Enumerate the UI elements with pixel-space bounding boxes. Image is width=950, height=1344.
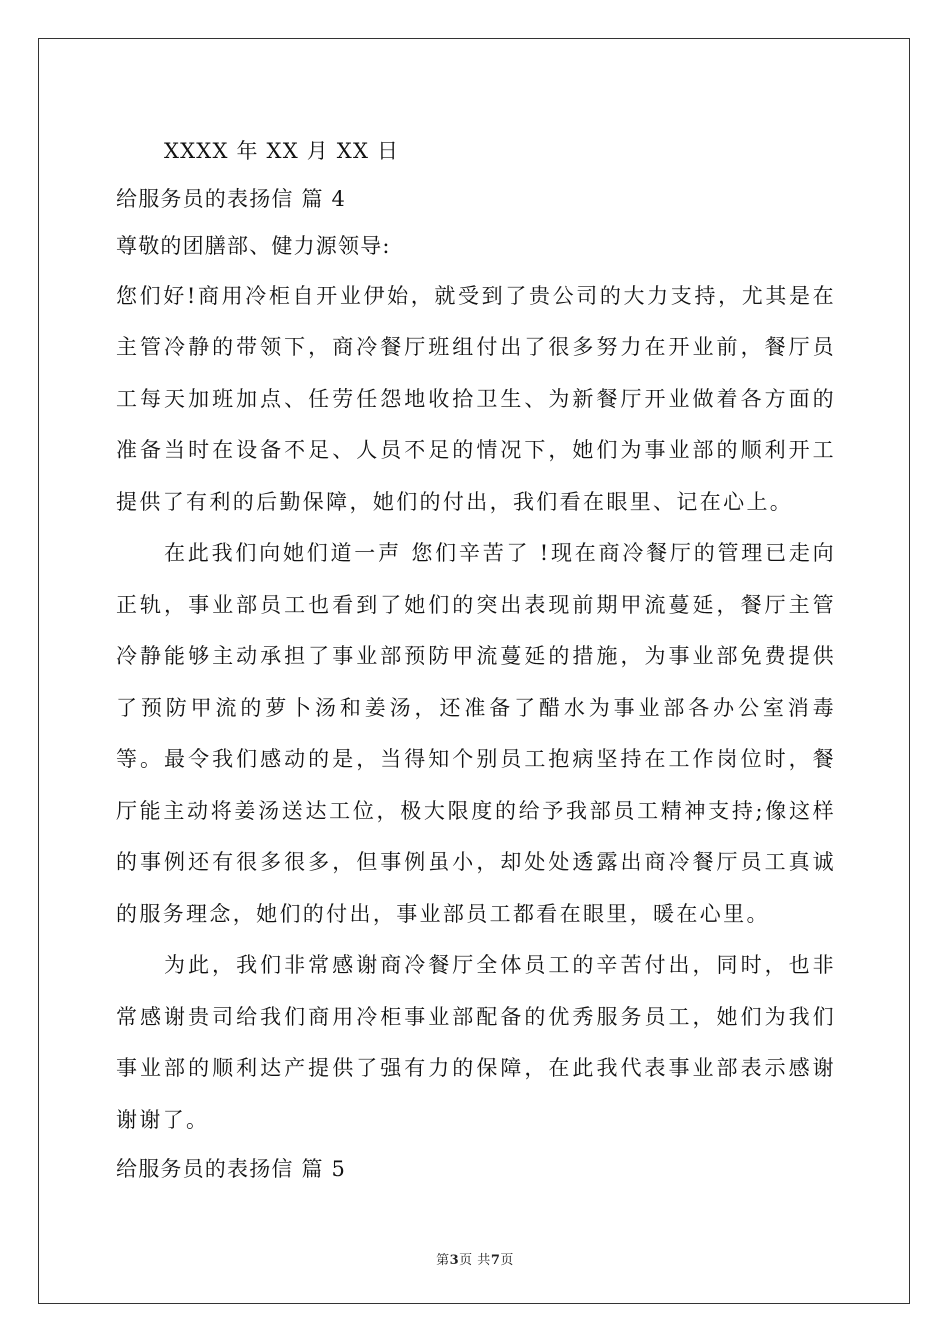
footer-page-number: 3 bbox=[449, 1253, 460, 1268]
salutation: 尊敬的团膳部、健力源领导: bbox=[116, 234, 391, 258]
footer-prefix: 第 bbox=[436, 1253, 450, 1268]
footer-suffix: 页 bbox=[500, 1253, 514, 1268]
page-footer bbox=[0, 1249, 950, 1268]
section-heading-4: 给服务员的表扬信 篇 4 bbox=[116, 186, 347, 211]
paragraph-2: 在此我们向她们道一声 您们辛苦了 !现在商冷餐厅的管理已走向正轨，事业部员工也看到了她们的突出表现前期甲流蔓延，餐厅主管冷静能够主动承担了事业部预防甲流蔓延的措施，为事业部免费提供了预防甲流的萝卜汤和姜汤，还准备了醋水为事业部各办公室消毒等。最令我们感动的是，当得知个别员工抱病坚持在工作岗位时，餐厅能主动将姜汤送达工位，极大限度的给予我部员工精神支持;像这样的事例还有很多很多，但事例虽小，却处处透露出商冷餐厅员工真诚的服务理念，她们的付出，事业部员工都看在眼里，暖在心里。 bbox=[116, 541, 836, 926]
section-heading-5: 给服务员的表扬信 篇 5 bbox=[116, 1157, 347, 1181]
paragraph-3: 为此，我们非常感谢商冷餐厅全体员工的辛苦付出，同时，也非常感谢贵司给我们商用冷柜事业部配备的优秀服务员工，她们为我们事业部的顺利达产提供了强有力的保障，在此我代表事业部表示感谢谢谢了。 bbox=[116, 953, 836, 1132]
date-line: XXXX 年 XX 月 XX 日 bbox=[164, 139, 400, 163]
footer-total-pages: 7 bbox=[490, 1253, 501, 1268]
footer-middle: 页 共 bbox=[459, 1253, 491, 1268]
document-body bbox=[116, 128, 836, 1194]
paragraph-1: 您们好!商用冷柜自开业伊始，就受到了贵公司的大力支持，尤其是在主管冷静的带领下，商冷餐厅班组付出了很多努力在开业前，餐厅员工每天加班加点、任劳任怨地收拾卫生、为新餐厅开业做着各方面的准备当时在设备不足、人员不足的情况下，她们为事业部的顺利开工提供了有利的后勤保障，她们的付出，我们看在眼里、记在心上。 bbox=[116, 283, 836, 514]
